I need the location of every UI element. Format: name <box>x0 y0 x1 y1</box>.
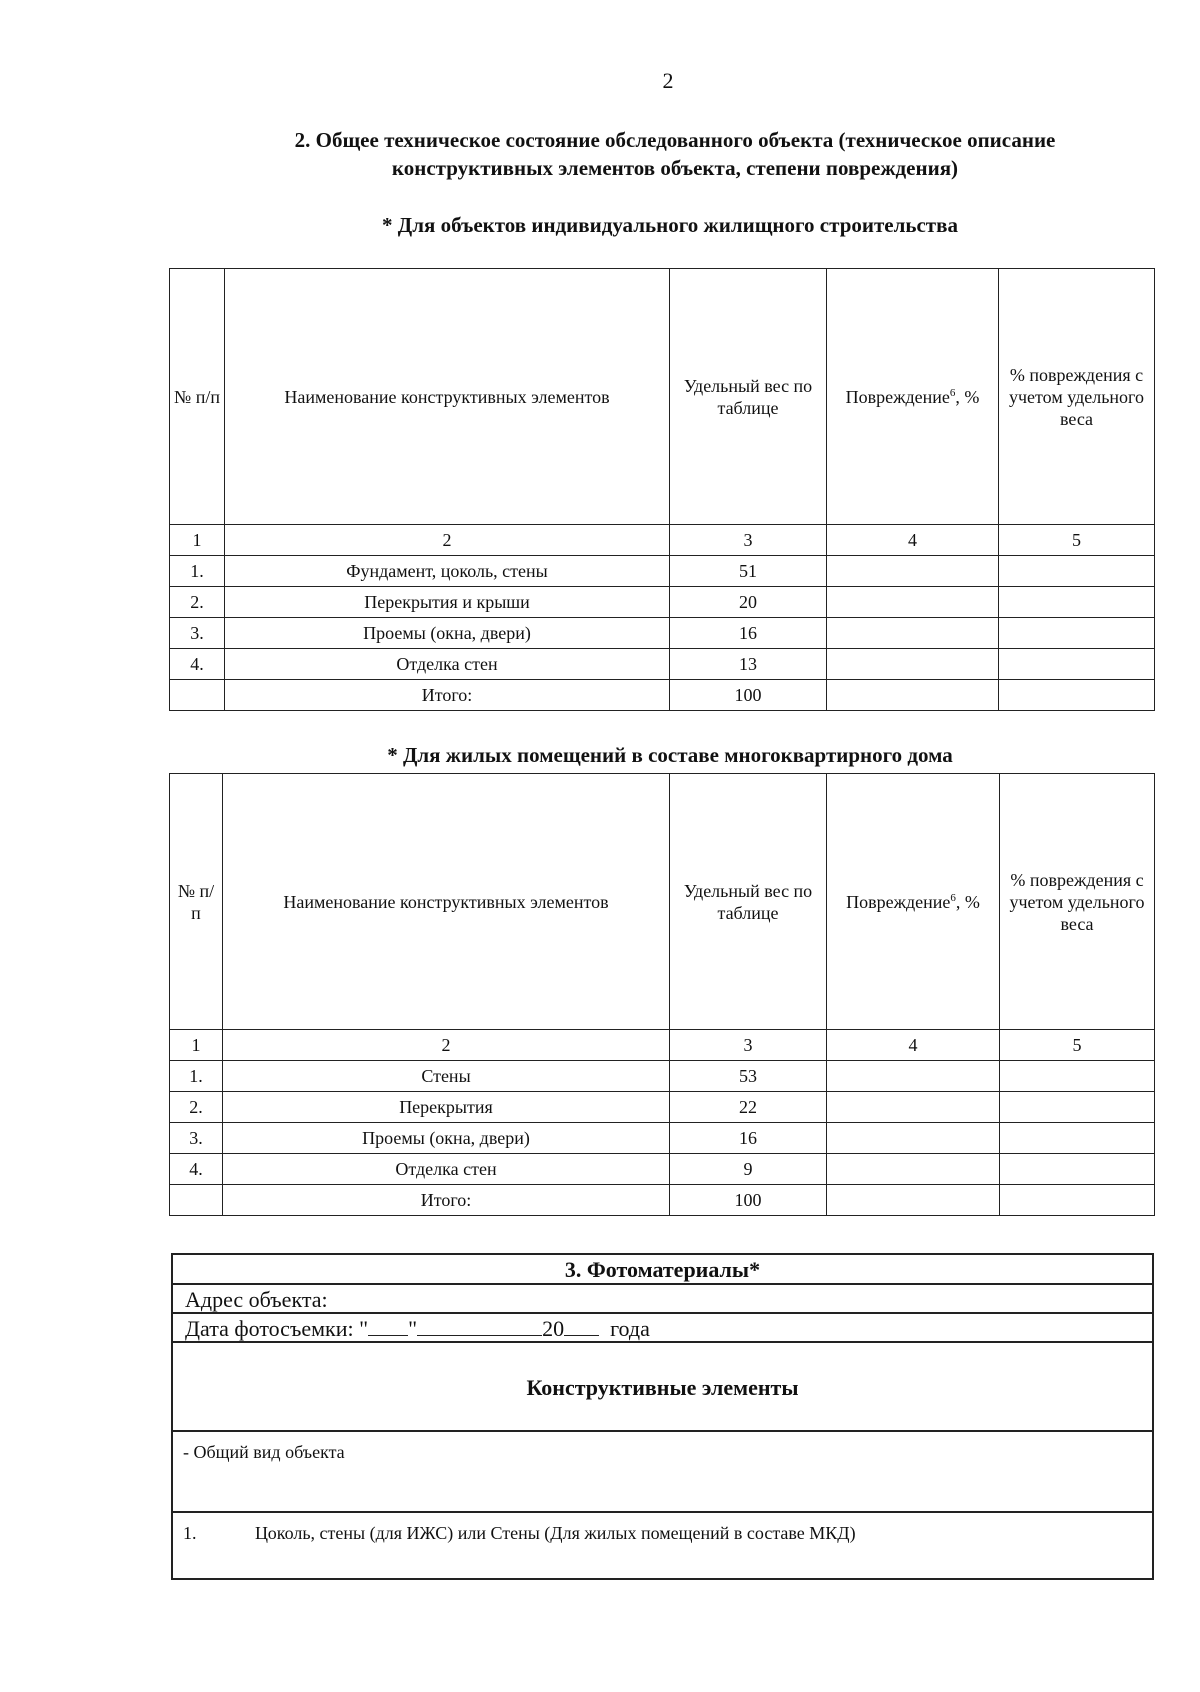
table-row <box>170 556 1155 587</box>
table-row <box>170 1154 1155 1185</box>
row-weight: 51 <box>670 556 827 587</box>
row-weight: 100 <box>670 680 827 711</box>
row-weight: 22 <box>670 1092 827 1123</box>
overview-label: - Общий вид объекта <box>183 1442 345 1462</box>
row-percent-cell <box>1000 1092 1155 1123</box>
row-damage-cell <box>827 1092 1000 1123</box>
header-damage <box>827 269 999 525</box>
column-numbers-row <box>170 1030 1155 1061</box>
row-name: Отделка стен <box>223 1154 670 1185</box>
row-weight: 13 <box>670 649 827 680</box>
table-header-row <box>170 774 1155 1030</box>
row-weight: 53 <box>670 1061 827 1092</box>
table-apartment-building <box>169 773 1155 1216</box>
col-number: 5 <box>999 525 1155 556</box>
table-total-row <box>170 680 1155 711</box>
row-name: Итого: <box>225 680 670 711</box>
col-number: 5 <box>1000 1030 1155 1061</box>
row-percent-cell <box>1000 1123 1155 1154</box>
header-num: № п/п <box>170 269 225 525</box>
date-quote: " <box>408 1316 418 1341</box>
row-name: Фундамент, цоколь, стены <box>225 556 670 587</box>
col-number: 2 <box>225 525 670 556</box>
row-weight: 16 <box>670 618 827 649</box>
row-weight: 9 <box>670 1154 827 1185</box>
header-weight: Удельный вес по таблице <box>670 269 827 525</box>
date-day-blank <box>368 1315 408 1336</box>
row-damage-cell <box>827 1061 1000 1092</box>
row-name: Перекрытия и крыши <box>225 587 670 618</box>
photo-item-1 <box>173 1513 1152 1580</box>
item-text: Цоколь, стены (для ИЖС) или Стены (Для жилых помещений в составе МКД) <box>255 1523 856 1543</box>
row-damage-cell <box>827 680 999 711</box>
row-name: Стены <box>223 1061 670 1092</box>
address-field <box>173 1285 1152 1314</box>
row-num <box>170 680 225 711</box>
row-percent-cell <box>1000 1154 1155 1185</box>
table-row <box>170 1061 1155 1092</box>
date-label: Дата фотосъемки: " <box>185 1316 369 1341</box>
header-num: № п/п <box>170 774 223 1030</box>
footnote-mark: 6 <box>950 891 956 904</box>
row-weight: 20 <box>670 587 827 618</box>
header-damage-label: Повреждение <box>845 386 950 407</box>
col-number: 4 <box>827 525 999 556</box>
header-name: Наименование конструктивных элементов <box>223 774 670 1030</box>
table-individual-housing <box>169 268 1155 711</box>
row-percent-cell <box>999 649 1155 680</box>
table-row <box>170 1092 1155 1123</box>
table-row <box>170 618 1155 649</box>
row-num: 1. <box>170 556 225 587</box>
row-percent-cell <box>999 587 1155 618</box>
row-damage-cell <box>827 556 999 587</box>
row-damage-cell <box>827 587 999 618</box>
col-number: 1 <box>170 525 225 556</box>
row-damage-cell <box>827 1123 1000 1154</box>
header-damage-unit: , % <box>955 386 980 407</box>
item-number: 1. <box>183 1523 197 1543</box>
overview-field <box>173 1432 1152 1513</box>
section-title: 2. Общее техническое состояние обследованного объекта (техническое описание конструктивных элементов объекта, степени повреждения) <box>294 128 1056 180</box>
row-damage-cell <box>827 618 999 649</box>
row-num: 4. <box>170 649 225 680</box>
photo-materials-box <box>171 1253 1154 1580</box>
date-year-blank <box>564 1315 599 1336</box>
header-damage-label: Повреждение <box>846 891 951 912</box>
header-name: Наименование конструктивных элементов <box>225 269 670 525</box>
col-number: 3 <box>670 1030 827 1061</box>
row-damage-cell <box>827 1154 1000 1185</box>
table-1-subtitle: * Для объектов индивидуального жилищного строительства <box>382 213 958 237</box>
row-weight: 16 <box>670 1123 827 1154</box>
row-name: Отделка стен <box>225 649 670 680</box>
header-percent: % повреждения с учетом удельного веса <box>999 269 1155 525</box>
table-total-row <box>170 1185 1155 1216</box>
row-name: Итого: <box>223 1185 670 1216</box>
date-suffix: года <box>610 1316 650 1341</box>
row-name: Проемы (окна, двери) <box>223 1123 670 1154</box>
row-num: 4. <box>170 1154 223 1185</box>
col-number: 1 <box>170 1030 223 1061</box>
date-month-blank <box>417 1315 542 1336</box>
row-percent-cell <box>999 556 1155 587</box>
col-number: 3 <box>670 525 827 556</box>
table-2-subtitle: * Для жилых помещений в составе многоквартирного дома <box>387 743 953 767</box>
table-row <box>170 587 1155 618</box>
photo-date-field <box>173 1314 1152 1343</box>
table-row <box>170 649 1155 680</box>
header-damage <box>827 774 1000 1030</box>
row-num: 3. <box>170 618 225 649</box>
row-num <box>170 1185 223 1216</box>
row-percent-cell <box>1000 1061 1155 1092</box>
photo-section-title: 3. Фотоматериалы* <box>173 1255 1152 1285</box>
table-row <box>170 1123 1155 1154</box>
table-header-row <box>170 269 1155 525</box>
row-num: 1. <box>170 1061 223 1092</box>
row-damage-cell <box>827 1185 1000 1216</box>
col-number: 4 <box>827 1030 1000 1061</box>
row-num: 2. <box>170 587 225 618</box>
header-percent: % повреждения с учетом удельного веса <box>1000 774 1155 1030</box>
date-century: 20 <box>542 1316 565 1341</box>
row-name: Перекрытия <box>223 1092 670 1123</box>
column-numbers-row <box>170 525 1155 556</box>
row-name: Проемы (окна, двери) <box>225 618 670 649</box>
col-number: 2 <box>223 1030 670 1061</box>
page-number: 2 <box>662 68 674 93</box>
row-percent-cell <box>999 618 1155 649</box>
row-num: 2. <box>170 1092 223 1123</box>
header-damage-unit: , % <box>955 891 980 912</box>
address-label: Адрес объекта: <box>185 1287 328 1312</box>
header-weight: Удельный вес по таблице <box>670 774 827 1030</box>
structural-elements-title: Конструктивные элементы <box>173 1343 1152 1432</box>
row-percent-cell <box>1000 1185 1155 1216</box>
row-weight: 100 <box>670 1185 827 1216</box>
row-num: 3. <box>170 1123 223 1154</box>
row-damage-cell <box>827 649 999 680</box>
footnote-mark: 6 <box>949 386 956 399</box>
row-percent-cell <box>999 680 1155 711</box>
